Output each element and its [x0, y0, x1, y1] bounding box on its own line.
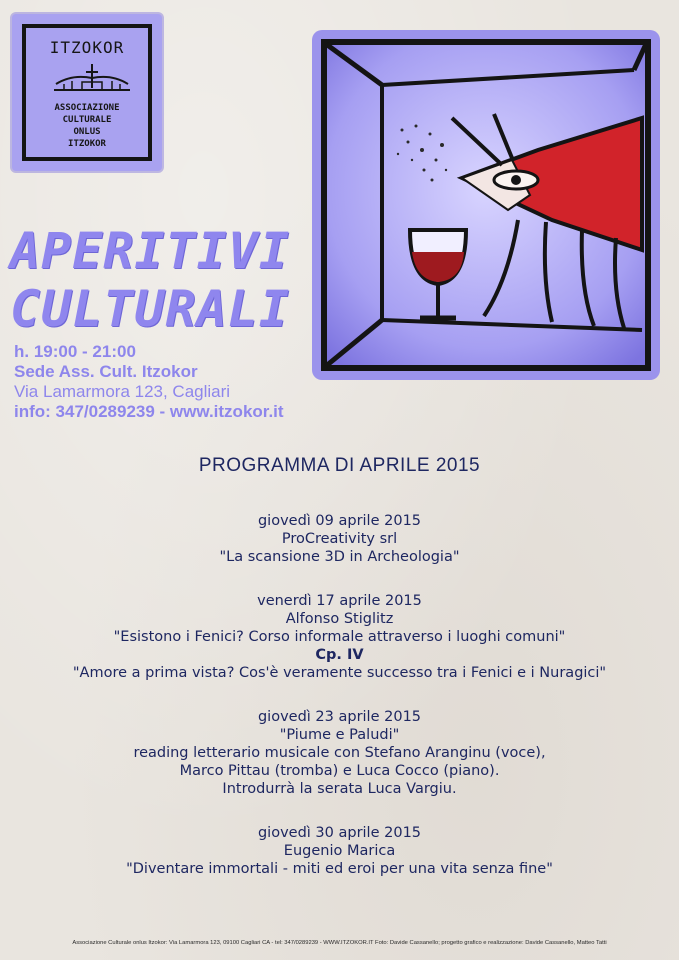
- logo-subtitle: [26, 102, 148, 150]
- event-time: h. 19:00 - 21:00: [14, 342, 136, 361]
- event-line: reading letterario musicale con Stefano Aranginu (voce),: [133, 745, 546, 761]
- title-line: APERITIVI: [10, 222, 290, 280]
- event-contact: info: 347/0289239 - www.itzokor.it: [14, 402, 284, 421]
- event-date: giovedì 30 aprile 2015: [257, 825, 422, 841]
- event-item: [0, 592, 679, 682]
- event-line: "La scansione 3D in Archeologia": [219, 549, 460, 565]
- logo-title: ITZOKOR: [49, 38, 125, 57]
- event-line: "Esistono i Fenici? Corso informale attraverso i luoghi comuni": [113, 629, 566, 645]
- event-line: "Diventare immortali - miti ed eroi per una vita senza fine": [126, 861, 553, 877]
- event-date: giovedì 23 aprile 2015: [257, 709, 422, 725]
- program-title: PROGRAMMA DI APRILE 2015: [198, 455, 481, 476]
- event-item: [0, 708, 679, 798]
- event-address: Via Lamarmora 123, Cagliari: [14, 382, 231, 401]
- event-line: "Amore a prima vista? Cos'è veramente successo tra i Fenici e i Nuragici": [72, 665, 607, 681]
- event-line: ProCreativity srl: [281, 531, 398, 547]
- event-line: Alfonso Stiglitz: [285, 611, 394, 627]
- event-date: giovedì 09 aprile 2015: [257, 513, 422, 529]
- footer-credits: Associazione Culturale onlus Itzokor: Via Lamarmora 123, 09100 Cagliari CA - tel: 347/0289239 - WWW.ITZOKOR.IT Foto: Davide Cassanello; progetto grafico e realizzazione: Davide Cassanello, Matteo Tatti: [72, 940, 607, 946]
- event-series-title: [10, 222, 330, 338]
- event-info: [14, 342, 284, 422]
- title-line: CULTURALI: [10, 280, 290, 338]
- logo-subtitle-line: ONLUS: [73, 127, 101, 137]
- event-line: "Piume e Paludi": [279, 727, 400, 743]
- event-date: venerdì 17 aprile 2015: [257, 593, 422, 609]
- logo-subtitle-line: CULTURALE: [62, 115, 112, 125]
- bird-wine-painting: [312, 30, 660, 380]
- logo-subtitle-line: ITZOKOR: [68, 139, 106, 149]
- event-venue: Sede Ass. Cult. Itzokor: [14, 362, 198, 381]
- event-line: Cp. IV: [315, 647, 364, 663]
- logo-frame: [22, 24, 152, 161]
- event-line: Introdurrà la serata Luca Vargiu.: [222, 781, 457, 797]
- nuraghe-icon: [52, 62, 132, 98]
- event-line: Eugenio Marica: [283, 843, 396, 859]
- event-list: [0, 512, 679, 904]
- itzokor-logo: [12, 14, 162, 171]
- event-item: [0, 512, 679, 566]
- event-line: Marco Pittau (tromba) e Luca Cocco (piano).: [179, 763, 500, 779]
- logo-subtitle-line: ASSOCIAZIONE: [54, 103, 120, 113]
- event-item: [0, 824, 679, 878]
